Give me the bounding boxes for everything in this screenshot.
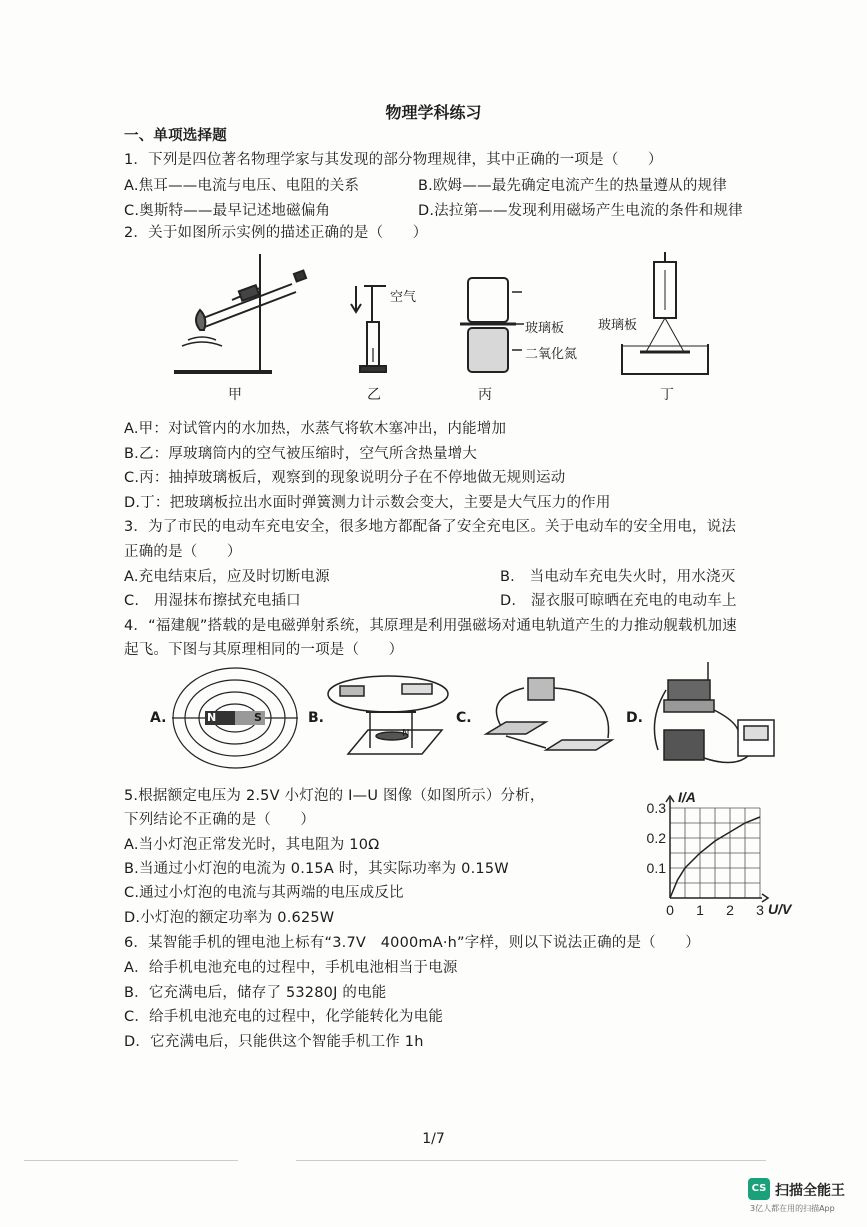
q4-figure-c-motor [476,672,626,768]
magnet-n-label: N [207,711,217,724]
q5-option-a: A.当小灯泡正常发光时，其电阻为 10Ω [124,837,380,853]
q6-option-c: C．给手机电池充电的过程中，化学能转化为电能 [124,1009,444,1025]
graph-grid [670,808,760,898]
x-tick-label: 0 [666,902,674,918]
q3-stem-line2: 正确的是（ ） [124,544,242,560]
section-heading: 一、单项选择题 [124,128,227,144]
q1-option-c: C.奥斯特——最早记述地磁偏角 [124,203,331,219]
q2-option-a: A.甲：对试管内的水加热，水蒸气将软木塞冲出，内能增加 [124,421,507,437]
q4-figure-b-oersted [326,672,456,768]
q5-stem-line1: 5.根据额定电压为 2.5V 小灯泡的 I—U 图像（如图所示）分析， [124,788,545,804]
page-title: 物理学科练习 [385,103,482,122]
q5-option-d: D.小灯泡的额定功率为 0.625W [124,910,335,926]
y-tick-label: 0.2 [646,830,666,846]
x-tick-label: 1 [696,902,704,918]
q3-option-a: A.充电结束后，应及时切断电源 [124,569,330,585]
y-tick-label: 0.1 [646,860,666,876]
q1-option-a: A.焦耳——电流与电压、电阻的关系 [124,178,360,194]
figure-yi [351,286,386,372]
q4-stem-line1: 4．“福建舰”搭载的是电磁弹射系统，其原理是利用强磁场对通电轨道产生的力推动舰载机加速 [124,618,737,634]
q1-stem: 1．下列是四位著名物理学家与其发现的部分物理规律，其中正确的一项是（ ） [124,152,663,168]
q4-figure-a-magnet-field [170,662,300,774]
q4-label-a: A. [150,710,167,726]
figure-ding [622,252,708,374]
q6-option-d: D．它充满电后，只能供这个智能手机工作 1h [124,1034,424,1050]
q2-option-b: B.乙：厚玻璃筒内的空气被压缩时，空气所含热量增大 [124,446,478,462]
q2-option-c: C.丙：抽掉玻璃板后，观察到的现象说明分子在不停地做无规则运动 [124,470,566,486]
q1-option-b: B.欧姆——最先确定电流产生的热量遵从的规律 [418,178,727,194]
label-glass: 玻璃板 [525,321,565,336]
q5-option-c: C.通过小灯泡的电流与其两端的电压成反比 [124,885,404,901]
q6-option-b: B．它充满电后，储存了 53280J 的电能 [124,985,387,1001]
q5-stem-line2: 下列结论不正确的是（ ） [124,812,316,828]
q3-option-c: C. 用湿抹布擦拭充电插口 [124,593,301,609]
q4-label-d: D. [626,710,643,726]
footer-rule-right [296,1160,766,1161]
q6-stem: 6．某智能手机的锂电池上标有“3.7V 4000mA·h”字样，则以下说法正确的是（ ） [124,935,700,951]
q4-label-c: C. [456,710,472,726]
x-axis-label: U/V [768,901,792,917]
q4-figure-d-generator [648,660,778,772]
q3-stem-line1: 3．为了市民的电动车充电安全，很多地方都配备了安全充电区。关于电动车的安全用电，说法 [124,519,737,535]
needle-n-label: N [402,728,410,739]
q1-option-d: D.法拉第——发现利用磁场产生电流的条件和规律 [418,203,743,219]
q3-option-b: B. 当电动车充电失火时，用水浇灭 [500,569,736,585]
caption-ding: 丁 [660,387,674,403]
label-no2: 二氧化氮 [525,347,578,362]
figure-bing [460,278,524,372]
q2-option-d: D.丁：把玻璃板拉出水面时弹簧测力计示数会变大，主要是大气压力的作用 [124,495,611,511]
footer-rule-left [24,1160,238,1161]
scanner-app-name: 扫描全能王 [775,1183,845,1199]
caption-jia: 甲 [228,387,242,403]
magnet-s-label: S [254,711,262,724]
scanner-tagline: 3亿人都在用的扫描App [750,1204,835,1213]
label-air: 空气 [390,290,417,305]
x-tick-label: 2 [726,902,734,918]
q6-option-a: A．给手机电池充电的过程中，手机电池相当于电源 [124,960,458,976]
figure-jia [174,254,306,372]
y-tick-label: 0.3 [646,800,666,816]
scanner-logo-icon: CS [748,1178,770,1200]
q4-stem-line2: 起飞。下图与其原理相同的一项是（ ） [124,642,404,658]
iu-graph [640,788,800,923]
x-tick-label: 3 [756,902,764,918]
q2-stem: 2．关于如图所示实例的描述正确的是（ ） [124,225,428,241]
caption-bing: 丙 [478,387,492,403]
y-axis-label: I/A [678,789,696,805]
caption-yi: 乙 [367,387,381,403]
q5-option-b: B.当通过小灯泡的电流为 0.15A 时，其实际功率为 0.15W [124,861,509,877]
q3-option-d: D. 湿衣服可晾晒在充电的电动车上 [500,593,737,609]
label-glass-2: 玻璃板 [598,318,638,333]
page-number: 1/7 [422,1131,445,1147]
q4-label-b: B. [308,710,324,726]
